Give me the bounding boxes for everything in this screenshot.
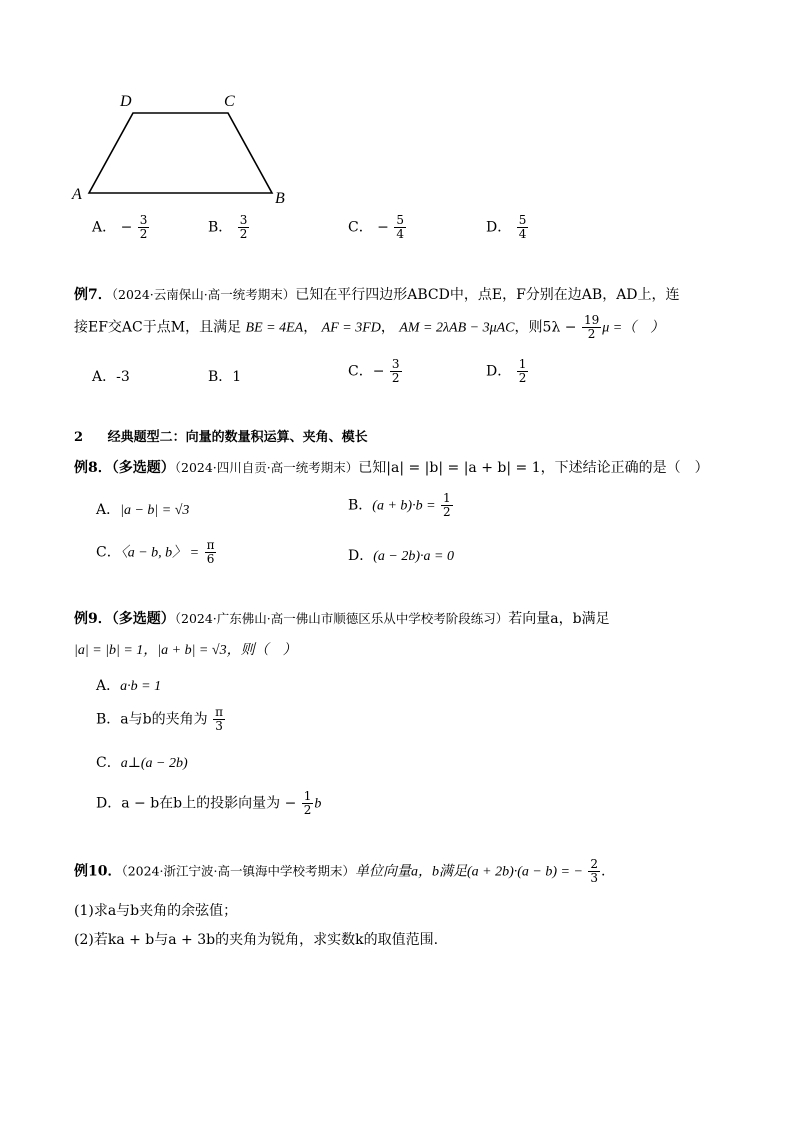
ex8-option-d[interactable] (348, 545, 454, 565)
option-letter: A． (96, 502, 121, 518)
option-fraction: $\frac{\pi}{3}$ (215, 705, 223, 733)
example-label: 例8． (74, 460, 112, 476)
option-value: 1 (232, 369, 242, 385)
q6-option-c[interactable] (348, 214, 407, 241)
example-label: 例9． (74, 611, 112, 627)
option-fraction: $\frac{5}{4}$ (396, 213, 404, 241)
option-text: |a − b| = √3 (120, 503, 190, 518)
vector-eq-2: AF = 3FD (321, 320, 381, 336)
option-letter: D． (486, 363, 512, 380)
vector-eq-3: AM = 2λAB − 3μAC (399, 320, 515, 336)
trapezoid-shape (89, 113, 272, 193)
option-text: 〈a − b, b〉 = (120, 545, 200, 561)
ex7-option-c[interactable] (348, 358, 403, 385)
ex10-part-1: (1)求a与b夹角的余弦值； (74, 903, 238, 919)
expr-then: ，则5λ − (514, 319, 577, 336)
option-letter: A． (92, 369, 117, 385)
option-letter: B． (208, 219, 233, 236)
option-fraction: $\frac{3}{2}$ (239, 213, 248, 241)
option-letter: D． (348, 548, 374, 564)
example-source: （2024·四川自贡·高一统考期末） (174, 460, 359, 475)
option-text: (a − 2b)·a = 0 (373, 549, 454, 564)
ex9-option-a[interactable] (96, 675, 161, 695)
ex8-option-c[interactable] (96, 539, 217, 566)
q6-option-a[interactable] (92, 214, 150, 241)
option-text: (a + b)·b = (372, 498, 436, 514)
option-fraction: $\frac{5}{4}$ (518, 213, 527, 241)
option-letter: D． (486, 219, 512, 236)
option-fraction: $\frac{3}{2}$ (391, 357, 400, 385)
expr-tail: μ =（ ） (602, 320, 665, 336)
vertex-c-label: C (224, 93, 235, 110)
ex9-option-d[interactable] (96, 790, 321, 817)
trapezoid-figure (60, 85, 300, 215)
example-stem: 若向量a，b满足 (508, 611, 610, 627)
option-text: a与b的夹角为 (120, 711, 208, 728)
example-stem: 单位向量a，b满足(a + 2b)·(a − b) = − (355, 864, 583, 880)
example-stem: 已知|a| = |b| = |a + b| = 1，下述结论正确的是（ ） (358, 460, 709, 476)
stem-fraction: $\frac{2}{3}$ (590, 857, 599, 885)
option-fraction: $\frac{\pi}{6}$ (206, 538, 215, 566)
option-letter: B． (348, 497, 373, 514)
option-text: a − b在b上的投影向量为 − (121, 795, 297, 812)
question-tag: （多选题） (111, 611, 175, 627)
ex7-option-a[interactable] (92, 366, 130, 386)
example-stem-cont: 接EF交AC于点M，且满足 (74, 319, 242, 336)
option-letter: C． (348, 219, 373, 236)
vertex-b-label: B (275, 190, 285, 207)
ex8-stem-line (74, 457, 709, 477)
ex7-option-b[interactable] (208, 366, 241, 386)
option-letter: C． (348, 363, 373, 380)
option-fraction: $\frac{3}{2}$ (139, 213, 148, 241)
ex10-stem-line: 例10．（2024·浙江宁波·高一镇海中学校考期末）单位向量a，b满足(a + 2b)·(a − b) = − $\frac{2}{3}$ . (74, 857, 606, 885)
option-text: a·b = 1 (120, 679, 162, 694)
example-source: （2024·浙江宁波·高一镇海中学校考期末） (121, 863, 355, 879)
ex9-stem-line2: |a| = |b| = 1，|a + b| = √3，则（ ） (74, 643, 297, 658)
ex9-option-c[interactable] (96, 752, 188, 772)
option-sign: − (120, 219, 133, 236)
option-letter: C． (96, 544, 121, 561)
option-text: a⊥(a − 2b) (120, 756, 188, 771)
ex8-option-b[interactable] (348, 492, 454, 519)
ex9-option-b[interactable] (96, 706, 226, 733)
ex7-line2: 接EF交AC于点M，且满足 BE = 4EA， AF = 3FD， AM = 2λAB − 3μAC，则5λ − $\frac{19}{2}$ μ =（ ） (74, 313, 665, 341)
example-source: （2024·云南保山·高一统考期末） (111, 287, 296, 302)
section-number: 2 (74, 430, 84, 445)
example-stem: 已知在平行四边形ABCD中，点E，F分别在边AB，AD上，连 (295, 287, 680, 303)
option-letter: A． (92, 219, 117, 236)
q6-option-b[interactable] (208, 214, 250, 241)
vertex-d-label: D (120, 93, 132, 110)
option-fraction: $\frac{1}{2}$ (518, 357, 527, 385)
option-letter: A． (96, 678, 121, 694)
vector-eq-1: BE = 4EA (245, 320, 304, 336)
option-fraction: $\frac{1}{2}$ (303, 789, 312, 817)
section-title: 经典题型二：向量的数量积运算、夹角、模长 (107, 430, 368, 445)
ex10-part-2: (2)若ka + b与a + 3b的夹角为锐角，求实数k的取值范围. (74, 932, 439, 948)
question-tag: （多选题） (111, 460, 175, 476)
expr-fraction: $\frac{19}{2}$ (583, 313, 600, 341)
vertex-a-label: A (72, 186, 82, 203)
option-sign: − (377, 219, 389, 236)
option-letter: C． (96, 755, 121, 771)
option-fraction: $\frac{1}{2}$ (442, 491, 451, 519)
example-label: 例10． (74, 863, 122, 880)
option-letter: B． (208, 369, 233, 385)
example-label: 例7． (74, 287, 112, 303)
option-letter: B． (96, 711, 121, 728)
ex7-option-d[interactable] (486, 358, 529, 385)
ex7-line1 (74, 284, 680, 304)
option-tail: b (314, 796, 322, 812)
option-sign: − (372, 363, 385, 380)
q6-option-d[interactable] (486, 214, 529, 241)
section-heading (74, 426, 368, 445)
ex8-option-a[interactable] (96, 499, 189, 519)
option-letter: D． (96, 795, 122, 812)
example-source: （2024·广东佛山·高一佛山市顺德区乐从中学校考阶段练习） (174, 611, 509, 626)
option-value: -3 (116, 369, 130, 385)
ex9-stem-line1 (74, 608, 610, 628)
